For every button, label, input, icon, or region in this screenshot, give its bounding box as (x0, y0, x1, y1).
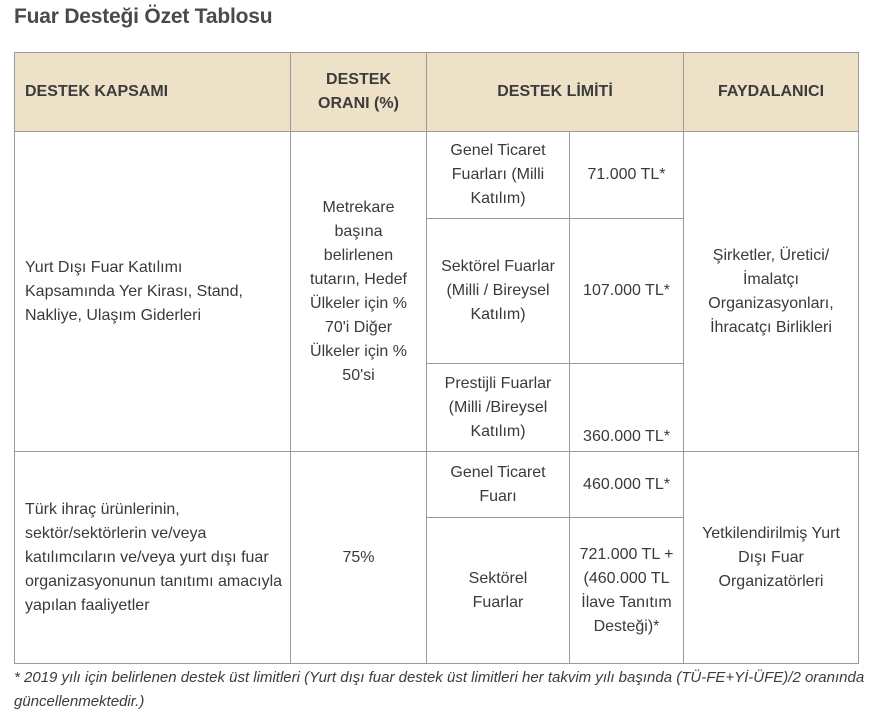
header-beneficiary: FAYDALANICI (684, 53, 859, 132)
header-row (15, 53, 859, 132)
footnote: * 2019 yılı için belirlenen destek üst limitleri (Yurt dışı fuar destek üst limitleri her takvim yılı başında (TÜ-FE+Yİ-ÜFE)/2 oranında güncellenmektedir.) (14, 669, 865, 710)
header-scope: DESTEK KAPSAMI (15, 53, 291, 132)
limit-type-cell: Prestijli Fuarlar (Milli /Bireysel Katılım) (427, 364, 570, 452)
limit-amount-cell: 360.000 TL* (570, 364, 684, 452)
beneficiary-cell: Yetkilendirilmiş Yurt Dışı Fuar Organizatörleri (684, 452, 859, 664)
limit-amount-cell: 721.000 TL + (460.000 TL İlave Tanıtım Desteği)* (570, 518, 684, 664)
summary-table (14, 52, 859, 664)
beneficiary-cell: Şirketler, Üretici/İmalatçı Organizasyonları, İhracatçı Birlikleri (684, 132, 859, 452)
table-row (15, 132, 859, 219)
limit-type-cell: Genel Ticaret Fuarları (Milli Katılım) (427, 132, 570, 219)
table-row (15, 452, 859, 518)
header-rate (291, 53, 427, 132)
limit-amount-cell: 71.000 TL* (570, 132, 684, 219)
scope-cell: Yurt Dışı Fuar Katılımı Kapsamında Yer Kirası, Stand, Nakliye, Ulaşım Giderleri (15, 132, 291, 452)
header-rate-line2: ORANI (%) (318, 95, 399, 112)
limit-type-cell: Genel Ticaret Fuarı (427, 452, 570, 518)
limit-amount-cell: 460.000 TL* (570, 452, 684, 518)
scope-cell: Türk ihraç ürünlerinin, sektör/sektörlerin ve/veya katılımcıların ve/veya yurt dışı fuar organizasyonunun tanıtımı amacıyla yapılan faaliyetler (15, 452, 291, 664)
rate-cell: Metrekare başına belirlenen tutarın, Hedef Ülkeler için % 70'i Diğer Ülkeler için % 50'si (291, 132, 427, 452)
limit-type-cell: Sektörel Fuarlar (427, 518, 570, 664)
limit-type-cell: Sektörel Fuarlar (Milli / Bireysel Katılım) (427, 219, 570, 364)
page-title: Fuar Desteği Özet Tablosu (14, 5, 273, 28)
rate-cell: 75% (291, 452, 427, 664)
header-rate-line1: DESTEK (326, 71, 391, 88)
limit-amount-cell: 107.000 TL* (570, 219, 684, 364)
header-limit: DESTEK LİMİTİ (427, 53, 684, 132)
